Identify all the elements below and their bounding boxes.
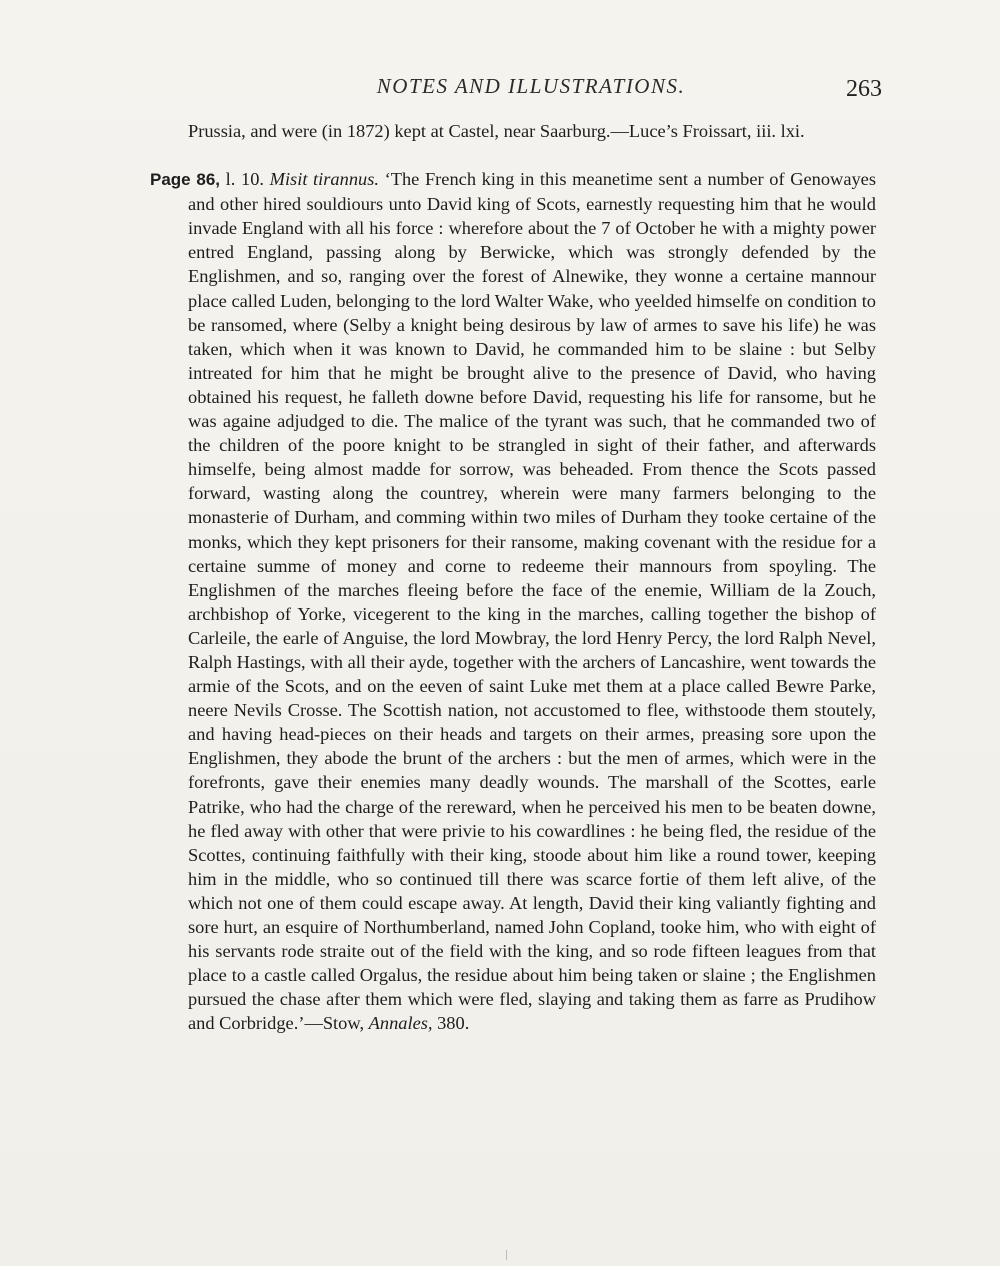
source-title: Annales, (368, 1013, 433, 1034)
running-head (186, 74, 882, 104)
note-lemma: Misit tirannus. (269, 169, 379, 190)
source-page: 380. (432, 1013, 470, 1034)
note-paragraph (150, 167, 876, 1035)
note-quotation: ‘The French king in this meanetime sent a number of Genowayes and other hired souldiours unto David king of Scots, earnestly requesting him that he would invade England with all his force : wherefore about the 7 of October he with a mighty power entred England, passing along by Berwicke, which was strongly defended by the Englishmen, and so, ranging over the forest of Alnewike, they wonne a certaine mannour place called Luden, belonging to the lord Walter Wake, who yeelded himselfe on condition to be ransomed, where (Selby a knight being desirous by law of armes to save his life) he was taken, which when it was known to David, he commanded him to be slaine : but Selby intreated for him that he might be brought alive to the presence of David, who having obtained his request, he falleth downe before David, requesting his life for ransome, but he was againe adjudged to die. The malice of the tyrant was such, that he commanded two of the children of the poore knight to be strangled in sight of their father, and afterwards himselfe, being almost madde for sorrow, was beheaded. From thence the Scots passed forward, wasting along the countrey, wherein were many farmers belonging to the monasterie of Durham, and comming within two miles of Durham they tooke certaine of the monks, which they kept prisoners for their ransome, making covenant with the residue for a certaine summe of money and corne to redeeme their mannours from spoyling. The Englishmen of the marches fleeing before the face of the enemie, William de la Zouch, archbishop of Yorke, vicegerent to the king in the marches, calling together the bishop of Carleile, the earle of Anguise, the lord Mowbray, the lord Henry Percy, the lord Ralph Nevel, Ralph Hastings, with all their ayde, together with the archers of Lancashire, went towards the armie of the Scots, and on the eeven of saint Luke met them at a place called Bewre Parke, neere Nevils Crosse. The Scottish nation, not accustomed to flee, withstoode them stoutely, and having head-pieces on their heads and targets on their armes, preasing sore upon the Englishmen, they abode the brunt of the archers : but the men of armes, which were in the forefronts, gave their enemies many deadly wounds. The marshall of the Scottes, earle Patrike, who had the charge of the rereward, when he perceived his men to be beaten downe, he fled away with other that were privie to his cowardlines : he being fled, the residue of the Scottes, continuing faithfully with their king, stoode about him like a round tower, keeping him in the middle, who so continued till there was scarce fortie of them left alive, of the which not one of them could escape away. At length, David their king valiantly fighting and sore hurt, an esquire of Northumberland, named John Copland, tooke him, who with eight of his servants rode straite out of the field with the king, and so rode fifteen leagues from that place to a castle called Orgalus, the residue about him being taken or slaine ; the Englishmen pursued the chase after them which were fled, slaying and taking them as farre as Prudihow and Corbridge.’—Stow, (188, 169, 876, 1034)
page-number: 263 (846, 76, 882, 102)
note-line-reference: l. 10. (220, 169, 270, 190)
running-title: NOTES AND ILLUSTRATIONS. (376, 74, 686, 98)
continuation-paragraph: Prussia, and were (in 1872) kept at Castel, near Saarburg.—Luce’s Froissart, iii. lxi. (188, 121, 805, 141)
print-mark (506, 1250, 507, 1260)
body-text (150, 119, 876, 1035)
note-page-reference: Page 86, (150, 170, 221, 190)
